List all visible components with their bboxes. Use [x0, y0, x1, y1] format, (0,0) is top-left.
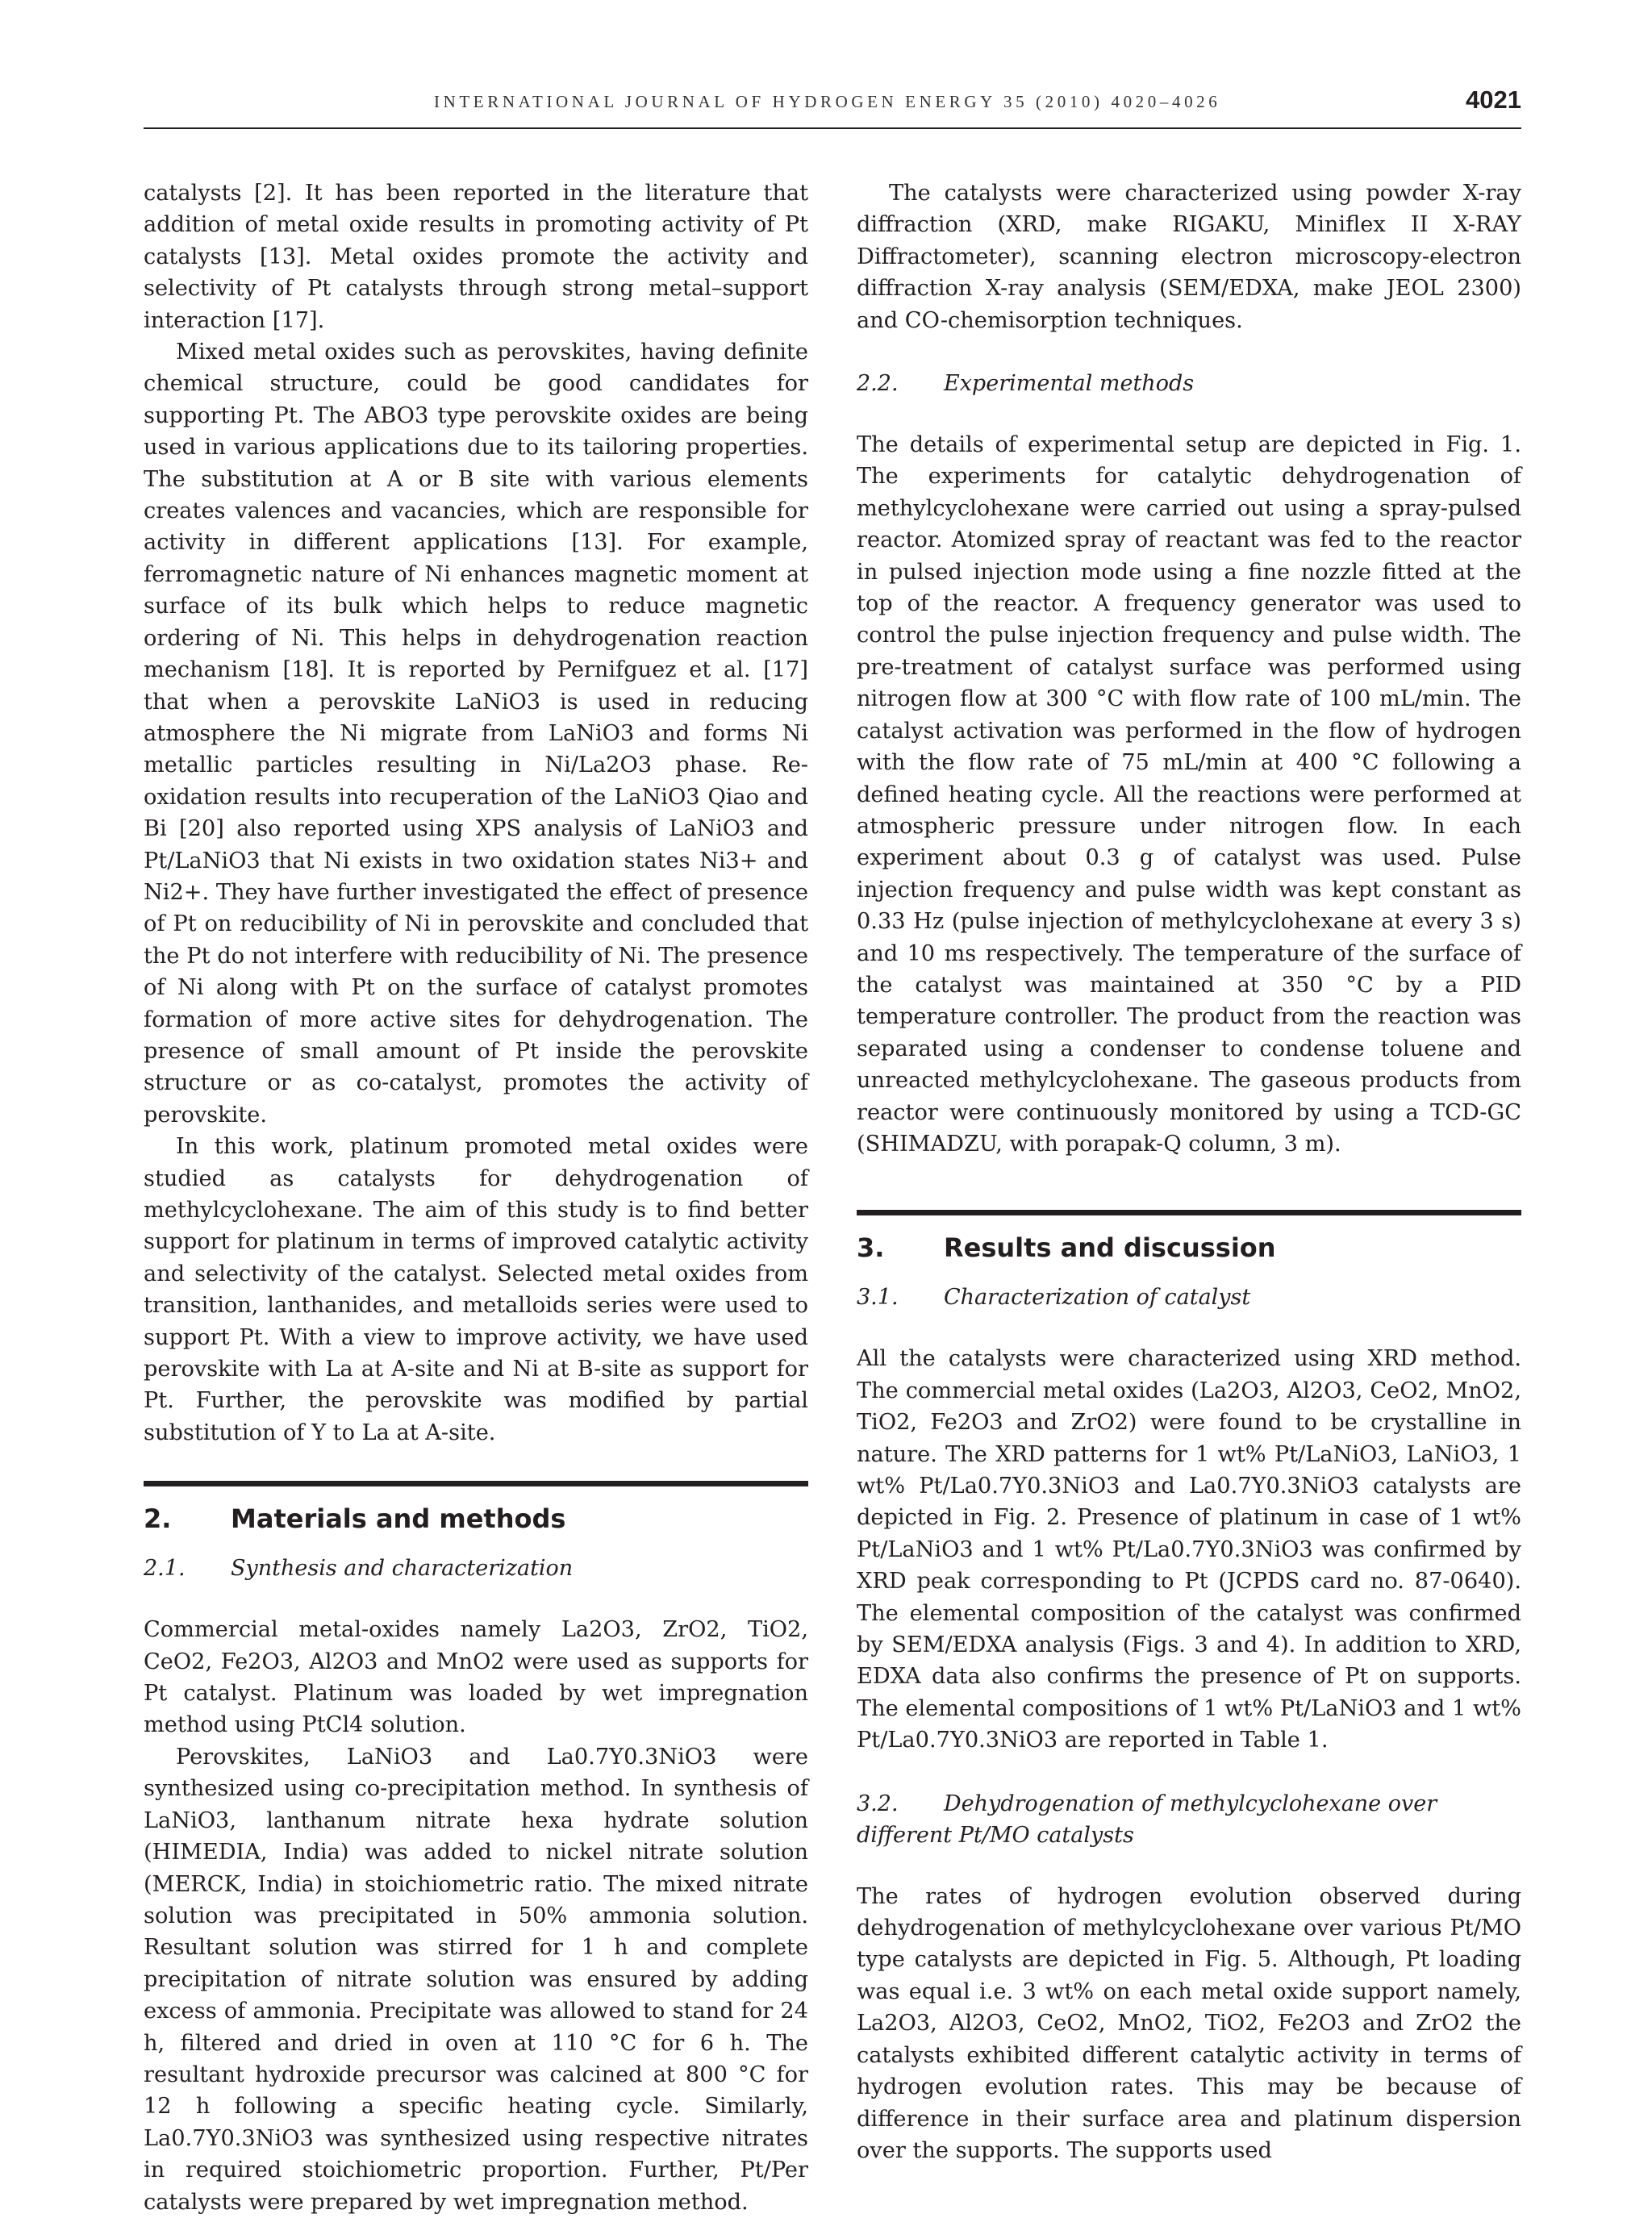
section-rule	[857, 1210, 1521, 1215]
section-heading: 3. Results and discussion	[857, 1232, 1276, 1264]
subsection-heading: 3.2. Dehydrogenation of methylcyclohexane over different Pt/MO catalysts	[857, 1791, 1437, 1848]
paragraph: Perovskites, LaNiO3 and La0.7Y0.3NiO3 were synthesized using co-precipitation method. In synthesis of LaNiO3, lanthanum nitrate hexa hydrate solution (HIMEDIA, India) was added to nickel nitrate solution (MERCK, India) in stoichiometric ratio. The mixed nitrate solution was precipitated in 50% ammonia solution. Resultant solution was stirred for 1 h and complete precipitation of nitrate solution was ensured by adding excess of ammonia. Precipitate was allowed to stand for 24 h, filtered and dried in oven at 110 °C for 6 h. The resultant hydroxide precursor was calcined at 800 °C for 12 h following a specific heating cycle. Similarly, La0.7Y0.3NiO3 was synthesized using respective nitrates in required stoichiometric proportion. Further, Pt/Per catalysts were prepared by wet impregnation method.	[144, 1744, 808, 2215]
paragraph: The rates of hydrogen evolution observed during dehydrogenation of methylcyclohexane over various Pt/MO type catalysts are depicted in Fig. 5. Although, Pt loading was equal i.e. 3 wt% on each metal oxide support namely, La2O3, Al2O3, CeO2, MnO2, TiO2, Fe2O3 and ZrO2 the catalysts exhibited different catalytic activity in terms of hydrogen evolution rates. This may be because of difference in their surface area and platinum dispersion over the supports. The supports used	[857, 1883, 1521, 2163]
page-number: 4021	[1466, 85, 1521, 114]
subsection-heading: 2.1. Synthesis and characterization	[144, 1556, 574, 1582]
left-column	[144, 177, 808, 2218]
section-rule	[144, 1481, 808, 1486]
paragraph: In this work, platinum promoted metal oxides were studied as catalysts for dehydrogenation of methylcyclohexane. The aim of this study is to find better support for platinum in terms of improved catalytic activity and selectivity of the catalyst. Selected metal oxides from transition, lanthanides, and metalloids series were used to support Pt. With a view to improve activity, we have used perovskite with La at A-site and Ni at B-site as support for Pt. Further, the perovskite was modified by partial substitution of Y to La at A-site.	[144, 1134, 808, 1445]
subsection-heading: 2.2. Experimental methods	[857, 371, 1195, 397]
paragraph: The catalysts were characterized using powder X-ray diffraction (XRD, make RIGAKU, Miniflex II X-RAY Diffractometer), scanning electron microscopy-electron diffraction X-ray analysis (SEM/EDXA, make JEOL 2300) and CO-chemisorption techniques.	[857, 181, 1521, 333]
paragraph: The details of experimental setup are depicted in Fig. 1. The experiments for catalytic dehydrogenation of methylcyclohexane were carried out using a spray-pulsed reactor. Atomized spray of reactant was fed to the reactor in pulsed injection mode using a fine nozzle fitted at the top of the reactor. A frequency generator was used to control the pulse injection frequency and pulse width. The pre-treatment of catalyst surface was performed using nitrogen flow at 300 °C with flow rate of 100 mL/min. The catalyst activation was performed in the flow of hydrogen with the flow rate of 75 mL/min at 400 °C following a defined heating cycle. All the reactions were performed at atmospheric pressure under nitrogen flow. In each experiment about 0.3 g of catalyst was used. Pulse injection frequency and pulse width was kept constant as 0.33 Hz (pulse injection of methylcyclohexane at every 3 s) and 10 ms respectively. The temperature of the surface of the catalyst was maintained at 350 °C by a PID temperature controller. The product from the reaction was separated using a condenser to condense toluene and unreacted methylcyclohexane. The gaseous products from reactor were continuously monitored by using a TCD-GC (SHIMADZU, with porapak-Q column, 3 m).	[857, 432, 1521, 1157]
journal-citation: INTERNATIONAL JOURNAL OF HYDROGEN ENERGY 35 (2010) 4020–4026	[434, 92, 1221, 111]
paragraph: Mixed metal oxides such as perovskites, having definite chemical structure, could be good candidates for supporting Pt. The ABO3 type perovskite oxides are being used in various applications due to its tailoring properties. The substitution at A or B site with various elements creates valences and vacancies, which are responsible for activity in different applications [13]. For example, ferromagnetic nature of Ni enhances magnetic moment at surface of its bulk which helps to reduce magnetic ordering of Ni. This helps in dehydrogenation reaction mechanism [18]. It is reported by Pernifguez et al. [17] that when a perovskite LaNiO3 is used in reducing atmosphere the Ni migrate from LaNiO3 and forms Ni metallic particles resulting in Ni/La2O3 phase. Re-oxidation results into recuperation of the LaNiO3 Qiao and Bi [20] also reported using XPS analysis of LaNiO3 and Pt/LaNiO3 that Ni exists in two oxidation states Ni3+ and Ni2+. They have further investigated the effect of presence of Pt on reducibility of Ni in perovskite and concluded that the Pt do not interfere with reducibility of Ni. The presence of Ni along with Pt on the surface of catalyst promotes formation of more active sites for dehydrogenation. The presence of small amount of Pt inside the perovskite structure or as co-catalyst, promotes the activity of perovskite.	[144, 340, 808, 1128]
right-column	[857, 177, 1521, 2166]
section-heading: 2. Materials and methods	[144, 1503, 566, 1535]
paragraph: catalysts [2]. It has been reported in the literature that addition of metal oxide results in promoting activity of Pt catalysts [13]. Metal oxides promote the activity and selectivity of Pt catalysts through strong metal–support interaction [17].	[144, 181, 808, 333]
paragraph: Commercial metal-oxides namely La2O3, ZrO2, TiO2, CeO2, Fe2O3, Al2O3 and MnO2 were used as supports for Pt catalyst. Platinum was loaded by wet impregnation method using PtCl4 solution.	[144, 1617, 808, 1738]
paragraph: All the catalysts were characterized using XRD method. The commercial metal oxides (La2O3, Al2O3, CeO2, MnO2, TiO2, Fe2O3 and ZrO2) were found to be crystalline in nature. The XRD patterns for 1 wt% Pt/LaNiO3, LaNiO3, 1 wt% Pt/La0.7Y0.3NiO3 and La0.7Y0.3NiO3 catalysts are depicted in Fig. 2. Presence of platinum in case of 1 wt% Pt/LaNiO3 and 1 wt% Pt/La0.7Y0.3NiO3 was confirmed by XRD peak corresponding to Pt (JCPDS card no. 87-0640). The elemental composition of the catalyst was confirmed by SEM/EDXA analysis (Figs. 3 and 4). In addition to XRD, EDXA data also confirms the presence of Pt on supports. The elemental compositions of 1 wt% Pt/LaNiO3 and 1 wt% Pt/La0.7Y0.3NiO3 are reported in Table 1.	[857, 1346, 1521, 1753]
subsection-heading: 3.1. Characterization of catalyst	[857, 1285, 1251, 1311]
running-head	[144, 87, 1521, 129]
